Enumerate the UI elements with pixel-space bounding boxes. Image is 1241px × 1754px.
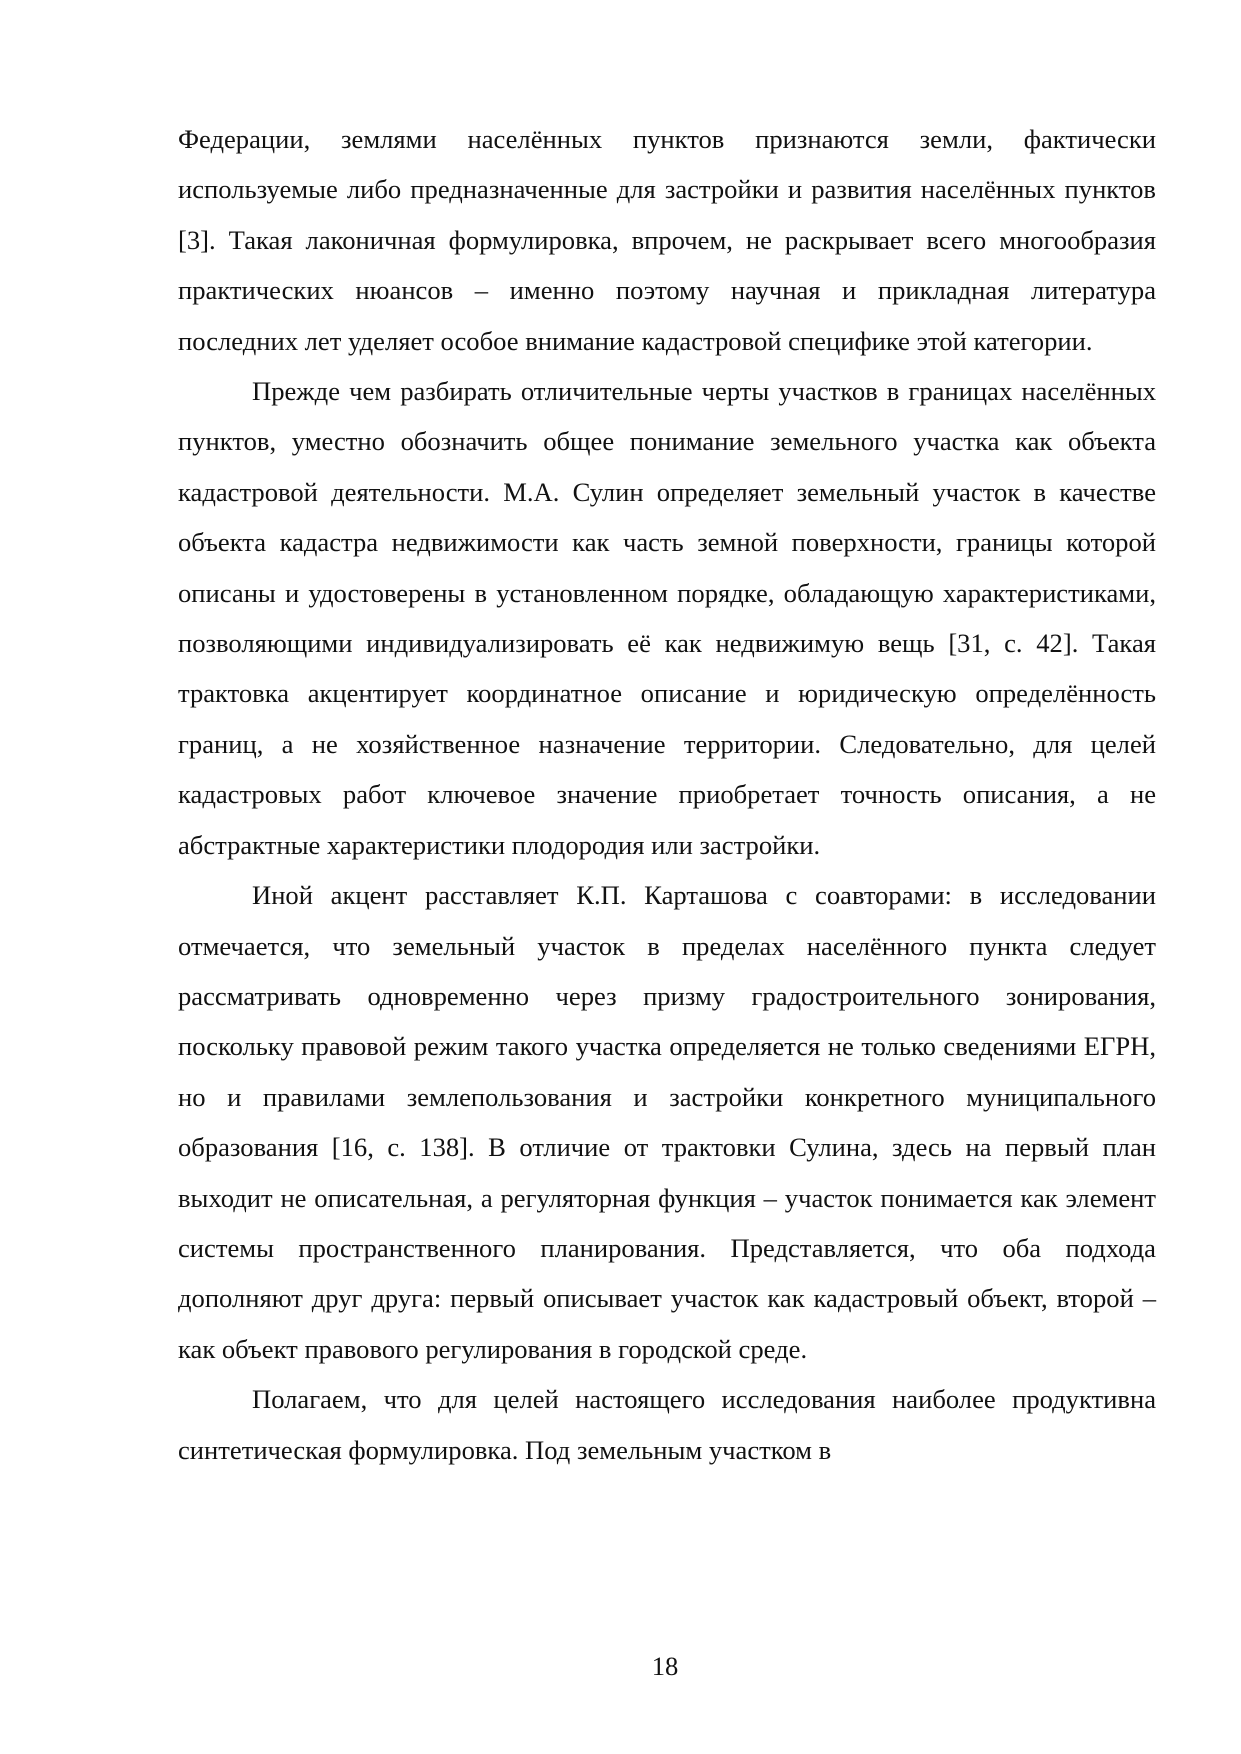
paragraph-kartashova-approach: Иной акцент расставляет К.П. Карташова с соавторами: в исследовании отмечается, что земельный участок в пределах населённого пункта следует рассматривать одновременно через призму градостроительного зонирования, поскольку правовой режим такого участка определяется не только сведениями ЕГРН, но и правилами землепользования и застройки конкретного муниципального образования [16, с. 138]. В отличие от трактовки Сулина, здесь на первый план выходит не описательная, а регуляторная функция – участок понимается как элемент системы пространственного планирования. Представляется, что оба подхода дополняют друг друга: первый описывает участок как кадастровый объект, второй – как объект правового регулирования в городской среде. (178, 880, 1156, 1364)
paragraph-synthetic-definition: Полагаем, что для целей настоящего исследования наиболее продуктивна синтетическая формулировка. Под земельным участком в (178, 1384, 1156, 1465)
paragraph-sulin-definition: Прежде чем разбирать отличительные черты участков в границах населённых пунктов, уместно обозначить общее понимание земельного участка как объекта кадастровой деятельности. М.А. Сулин определяет земельный участок в качестве объекта кадастра недвижимости как часть земной поверхности, границы которой описаны и удостоверены в установленном порядке, обладающую характеристиками, позволяющими индивидуализировать её как недвижимую вещь [31, с. 42]. Такая трактовка акцентирует координатное описание и юридическую определённость границ, а не хозяйственное назначение территории. Следовательно, для целей кадастровых работ ключевое значение приобретает точность описания, а не абстрактные характеристики плодородия или застройки. (178, 376, 1156, 860)
paragraph-continuation: Федерации, землями населённых пунктов признаются земли, фактически используемые либо предназначенные для застройки и развития населённых пунктов [3]. Такая лаконичная формулировка, впрочем, не раскрывает всего многообразия практических нюансов – именно поэтому научная и прикладная литература последних лет уделяет особое внимание кадастровой специфике этой категории. (178, 124, 1156, 356)
page-number: 18 (651, 1651, 679, 1681)
body-text (178, 114, 1156, 1475)
